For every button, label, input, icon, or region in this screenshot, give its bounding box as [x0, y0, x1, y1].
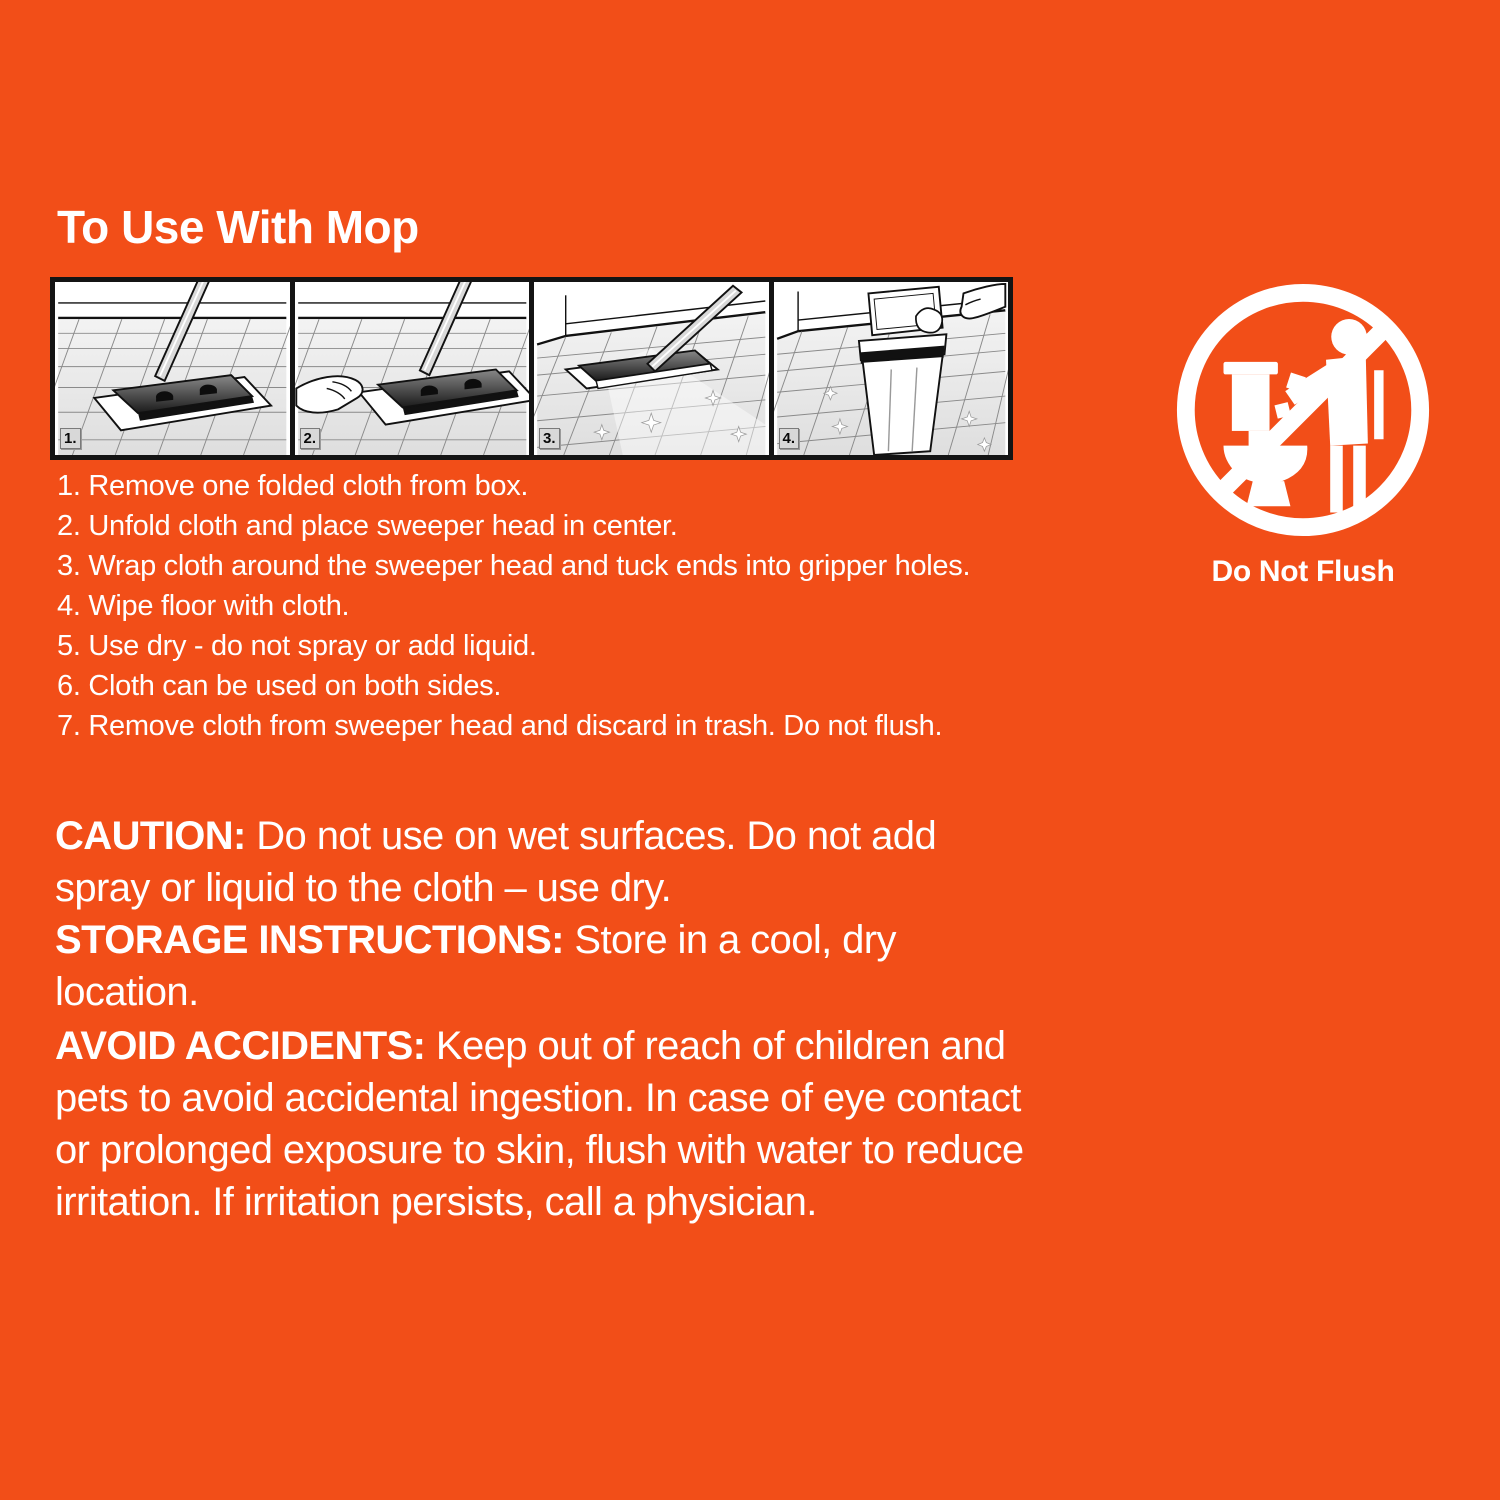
discard-in-trash-illustration	[774, 282, 1009, 455]
panel-number: 3.	[539, 428, 560, 449]
hand-tucking-cloth-illustration	[295, 282, 530, 455]
panel-step-1	[55, 282, 290, 455]
avoid-paragraph	[55, 1020, 1030, 1228]
do-not-flush-icon	[1167, 274, 1439, 546]
storage-text: Store in a cool, dry location.	[55, 918, 896, 1014]
instruction-step: 4. Wipe floor with cloth.	[57, 590, 350, 622]
mop-wiping-floor-illustration	[534, 282, 769, 455]
caution-paragraph	[55, 810, 1005, 914]
instruction-step: 6. Cloth can be used on both sides.	[57, 670, 502, 702]
avoid-accidents-section	[55, 1020, 1030, 1228]
caution-label: CAUTION:	[55, 814, 246, 858]
avoid-text: Keep out of reach of children and pets to avoid accidental ingestion. In case of eye contact or prolonged exposure to skin, flush with water to reduce irritation. If irritation persists, call a physician.	[55, 1024, 1024, 1224]
panel-step-2	[295, 282, 530, 455]
avoid-label: AVOID ACCIDENTS:	[55, 1024, 426, 1068]
instruction-step: 5. Use dry - do not spray or add liquid.	[57, 630, 537, 662]
panel-step-3	[534, 282, 769, 455]
panel-number: 1.	[60, 428, 81, 449]
caution-section	[55, 810, 1005, 1018]
panel-number: 4.	[779, 428, 800, 449]
instructions-list	[57, 466, 1117, 746]
section-title: To Use With Mop	[57, 201, 419, 253]
instruction-step: 3. Wrap cloth around the sweeper head and tuck ends into gripper holes.	[57, 550, 971, 582]
instruction-step: 7. Remove cloth from sweeper head and discard in trash. Do not flush.	[57, 710, 943, 742]
instruction-panel-strip	[50, 277, 1013, 460]
storage-label: STORAGE INSTRUCTIONS:	[55, 918, 564, 962]
panel-step-4	[774, 282, 1009, 455]
do-not-flush-sign	[1167, 274, 1439, 589]
panel-number: 2.	[300, 428, 321, 449]
do-not-flush-label: Do Not Flush	[1211, 555, 1395, 588]
instruction-step: 1. Remove one folded cloth from box.	[57, 470, 529, 502]
instruction-step: 2. Unfold cloth and place sweeper head in center.	[57, 510, 678, 542]
mop-on-floor-illustration	[55, 282, 290, 455]
storage-paragraph	[55, 914, 1005, 1018]
caution-text: Do not use on wet surfaces. Do not add spray or liquid to the cloth – use dry.	[55, 814, 937, 910]
